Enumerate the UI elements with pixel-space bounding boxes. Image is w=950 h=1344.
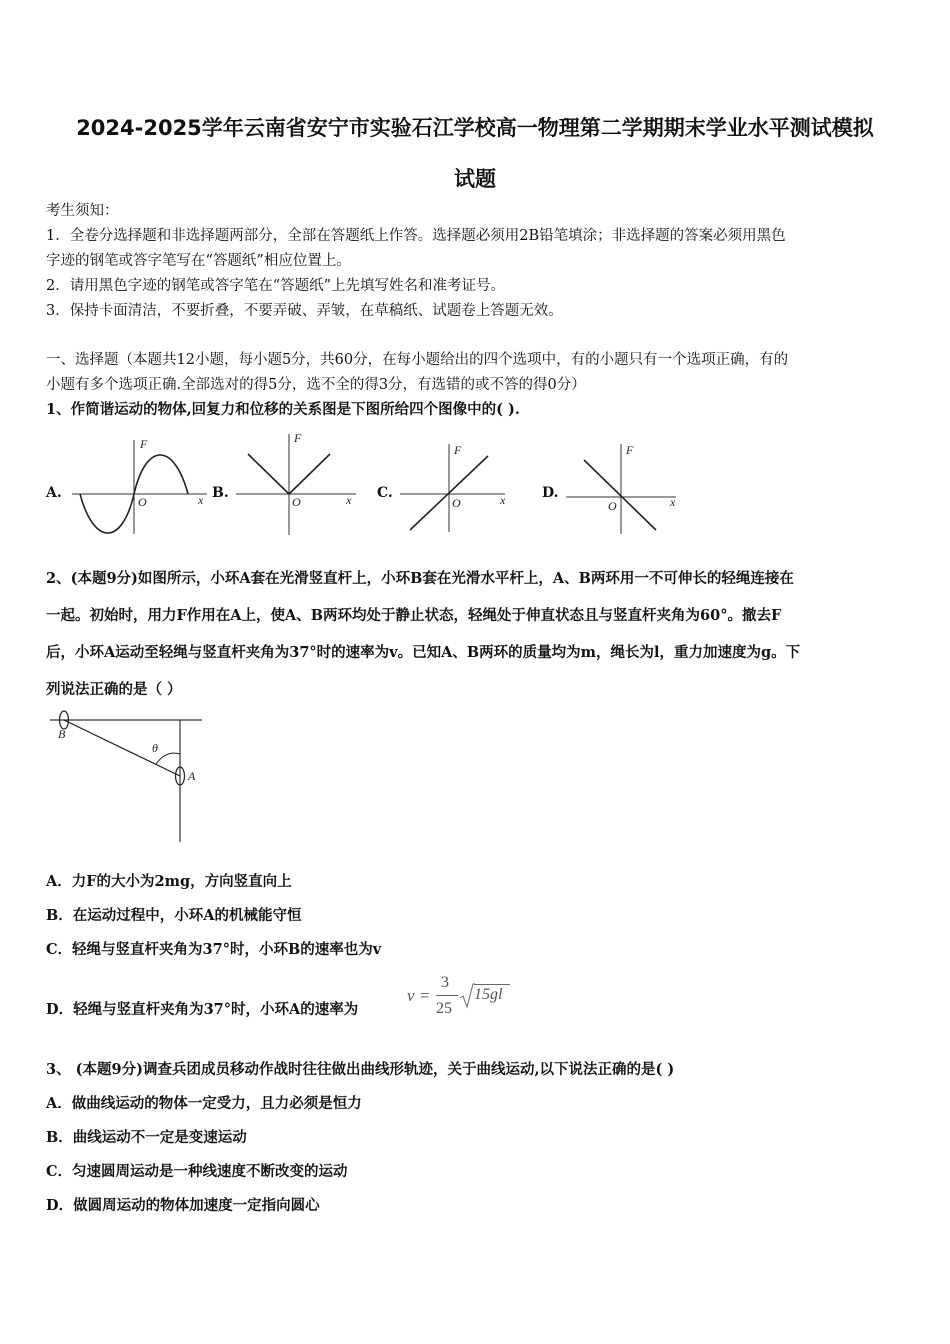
q1-option-d-label: D. [542, 485, 559, 501]
q1-stem: 1、作简谐运动的物体,回复力和位移的关系图是下图所给四个图像中的( ). [46, 401, 520, 418]
notice-heading: 考生须知： [46, 203, 119, 219]
title-line-2: 试题 [454, 167, 496, 191]
q1-graph-c-f-label: F [454, 443, 462, 457]
q1-graph-a-x-label: x [198, 493, 204, 507]
q1-graph-d-x-label: x [670, 495, 676, 509]
q1-graph-c [400, 440, 530, 540]
q2-figure-theta-label: θ [152, 741, 158, 755]
notice-item-1a: 1．全卷分选择题和非选择题两部分，全部在答题纸上作答。选择题必须用2B铅笔填涂；非选择题的答案必须用黑色 [46, 228, 786, 244]
q2-figure-a-label: A [188, 769, 196, 783]
q1-graph-d-origin: O [608, 499, 617, 513]
q1-option-b-label: B. [212, 485, 229, 501]
q2-figure-b-label: B [58, 727, 66, 741]
q2-formula-numerator: 3 [441, 974, 449, 991]
q1-graph-a [72, 436, 212, 536]
section1-line-1: 一、选择题（本题共12小题，每小题5分，共60分，在每小题给出的四个选项中，有的小题只有一个选项正确，有的 [46, 352, 789, 368]
notice-item-3: 3．保持卡面清洁，不要折叠，不要弄破、弄皱，在草稿纸、试题卷上答题无效。 [46, 303, 563, 319]
q2-figure [50, 710, 220, 845]
q1-graph-c-x-label: x [500, 493, 506, 507]
q1-graph-a-origin: O [138, 495, 147, 509]
q1-graph-c-origin: O [452, 496, 461, 510]
q1-graph-b-f-label: F [294, 431, 302, 445]
q2-formula-denominator: 25 [436, 1000, 452, 1017]
q3-option-d: D．做圆周运动的物体加速度一定指向圆心 [46, 1197, 320, 1214]
q3-option-b: B．曲线运动不一定是变速运动 [46, 1129, 247, 1146]
q2-formula-radical-sign [459, 983, 475, 1009]
q2-formula-fraction-bar [436, 995, 458, 996]
q3-option-a: A．做曲线运动的物体一定受力，且力必须是恒力 [46, 1095, 362, 1112]
title-line-1: 2024-2025学年云南省安宁市实验石江学校高一物理第二学期期末学业水平测试模拟 [76, 116, 874, 140]
q2-stem-line-3: 后，小环A运动至轻绳与竖直杆夹角为37°时的速率为v。已知A、B两环的质量均为m，绳长为l，重力加速度为g。下 [46, 644, 801, 661]
q2-stem-line-2: 一起。初始时，用力F作用在A上，使A、B两环均处于静止状态，轻绳处于伸直状态且与竖直杆夹角为60°。撤去F [46, 607, 782, 624]
q2-stem-line-1: 2、(本题9分)如图所示，小环A套在光滑竖直杆上，小环B套在光滑水平杆上，A、B两环用一不可伸长的轻绳连接在 [46, 570, 794, 587]
q2-option-a: A．力F的大小为2mg，方向竖直向上 [46, 873, 292, 890]
q1-option-a-label: A. [46, 485, 62, 501]
section1-line-2: 小题有多个选项正确.全部选对的得5分，选不全的得3分，有选错的或不答的得0分） [46, 377, 586, 393]
q3-stem: 3、 (本题9分)调查兵团成员移动作战时往往做出曲线形轨迹，关于曲线运动,以下说法正确的是( ) [46, 1061, 675, 1078]
q1-graph-b [236, 430, 366, 540]
q3-option-c: C．匀速圆周运动是一种线速度不断改变的运动 [46, 1163, 348, 1180]
q2-option-b: B．在运动过程中，小环A的机械能守恒 [46, 907, 302, 924]
q2-option-d: D．轻绳与竖直杆夹角为37°时，小环A的速率为 [46, 1001, 359, 1018]
notice-item-1b: 字迹的钢笔或答字笔写在“答题纸”相应位置上。 [46, 253, 351, 269]
q1-graph-b-origin: O [292, 495, 301, 509]
q2-stem-line-4: 列说法正确的是（ ） [46, 681, 182, 698]
q1-option-c-label: C. [377, 485, 393, 501]
q1-graph-a-f-label: F [140, 437, 148, 451]
q1-graph-d-f-label: F [626, 443, 634, 457]
q2-option-c: C．轻绳与竖直杆夹角为37°时，小环B的速率也为v [46, 941, 382, 958]
q2-formula-radical-bar [474, 984, 510, 985]
q2-formula-lhs: v = [407, 986, 431, 1005]
notice-item-2: 2．请用黑色字迹的钢笔或答字笔在“答题纸”上先填写姓名和准考证号。 [46, 278, 506, 294]
q1-graph-b-x-label: x [346, 493, 352, 507]
q2-formula-radicand: 15gl [474, 986, 503, 1003]
q1-graph-d [566, 440, 696, 540]
